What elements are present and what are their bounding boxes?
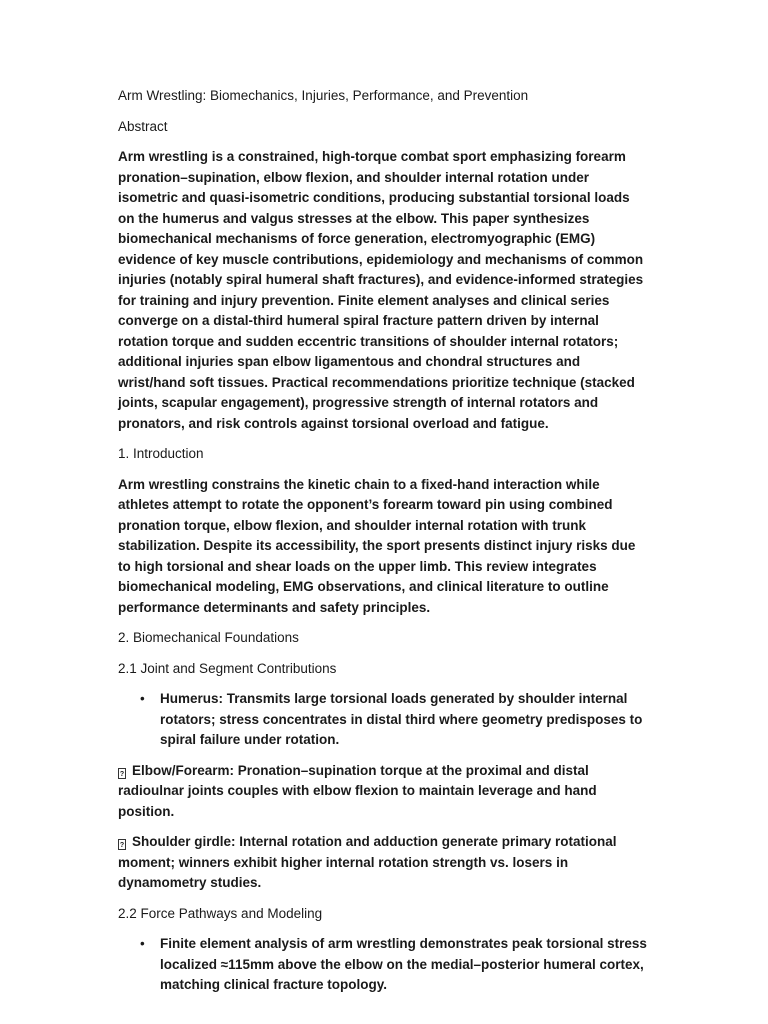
section-2-1-bullet-list xyxy=(118,689,648,751)
elbow-forearm-text: Elbow/Forearm: Pronation–supination torque at the proximal and distal radioulnar joints couples with elbow flexion to maintain leverage and hand position. xyxy=(118,762,597,819)
shoulder-girdle-item xyxy=(118,832,648,894)
section-2-heading: 2. Biomechanical Foundations xyxy=(118,630,299,645)
finite-element-bullet-text: Finite element analysis of arm wrestling demonstrates peak torsional stress localized ≈115mm above the elbow on the medial–posterior humeral cortex, matching clinical fracture topology. xyxy=(160,936,647,992)
bullet-icon: • xyxy=(140,691,145,706)
shoulder-girdle-text: Shoulder girdle: Internal rotation and adduction generate primary rotational moment; winners exhibit higher internal rotation strength vs. losers in dynamometry studies. xyxy=(118,834,617,890)
section-2-2-heading: 2.2 Force Pathways and Modeling xyxy=(118,905,323,921)
introduction-heading: 1. Introduction xyxy=(118,446,204,461)
document-page xyxy=(118,86,648,1006)
introduction-paragraph: Arm wrestling constrains the kinetic chain to a fixed-hand interaction while athletes attempt to rotate the opponent’s forearm toward pin using combined pronation torque, elbow flexion, and shoulder internal rotation with trunk stabilization. Despite its accessibility, the sport presents distinct injury risks due to high torsional and shear loads on the upper limb. This review integrates biomechanical modeling, EMG observations, and clinical literature to outline performance determinants and safety principles. xyxy=(118,476,636,615)
section-2-2-bullet-list xyxy=(118,934,648,996)
bullet-icon: • xyxy=(140,936,145,951)
list-item xyxy=(140,689,648,751)
abstract-paragraph: Arm wrestling is a constrained, high-torque combat sport emphasizing forearm pronation–supination, elbow flexion, and shoulder internal rotation under isometric and quasi-isometric conditions, producing substantial torsional loads on the humerus and valgus stresses at the elbow. This paper synthesizes biomechanical mechanisms of force generation, electromyographic (EMG) evidence of key muscle contributions, epidemiology and mechanisms of common injuries (notably spiral humeral shaft fractures), and evidence-informed strategies for training and injury prevention. Finite element analyses and clinical series converge on a distal-third humeral spiral fracture pattern driven by internal rotation torque and sudden eccentric transitions of shoulder internal rotators; additional injuries span elbow ligamentous and chondral structures and wrist/hand soft tissues. Practical recommendations prioritize technique (stacked joints, scapular engagement), progressive strength of internal rotators and pronators, and risk controls against torsional overload and fatigue. xyxy=(118,149,644,431)
document-title: Arm Wrestling: Biomechanics, Injuries, Performance, and Prevention xyxy=(118,88,529,103)
elbow-forearm-item xyxy=(118,761,648,823)
missing-glyph-icon: ? xyxy=(118,768,126,779)
list-item xyxy=(140,934,648,996)
missing-glyph-icon: ? xyxy=(118,839,126,850)
section-2-1-heading: 2.1 Joint and Segment Contributions xyxy=(118,660,337,676)
abstract-heading: Abstract xyxy=(118,118,168,134)
humerus-bullet-text: Humerus: Transmits large torsional loads generated by shoulder internal rotators; stress concentrates in distal third where geometry predisposes to spiral failure under rotation. xyxy=(160,691,643,747)
